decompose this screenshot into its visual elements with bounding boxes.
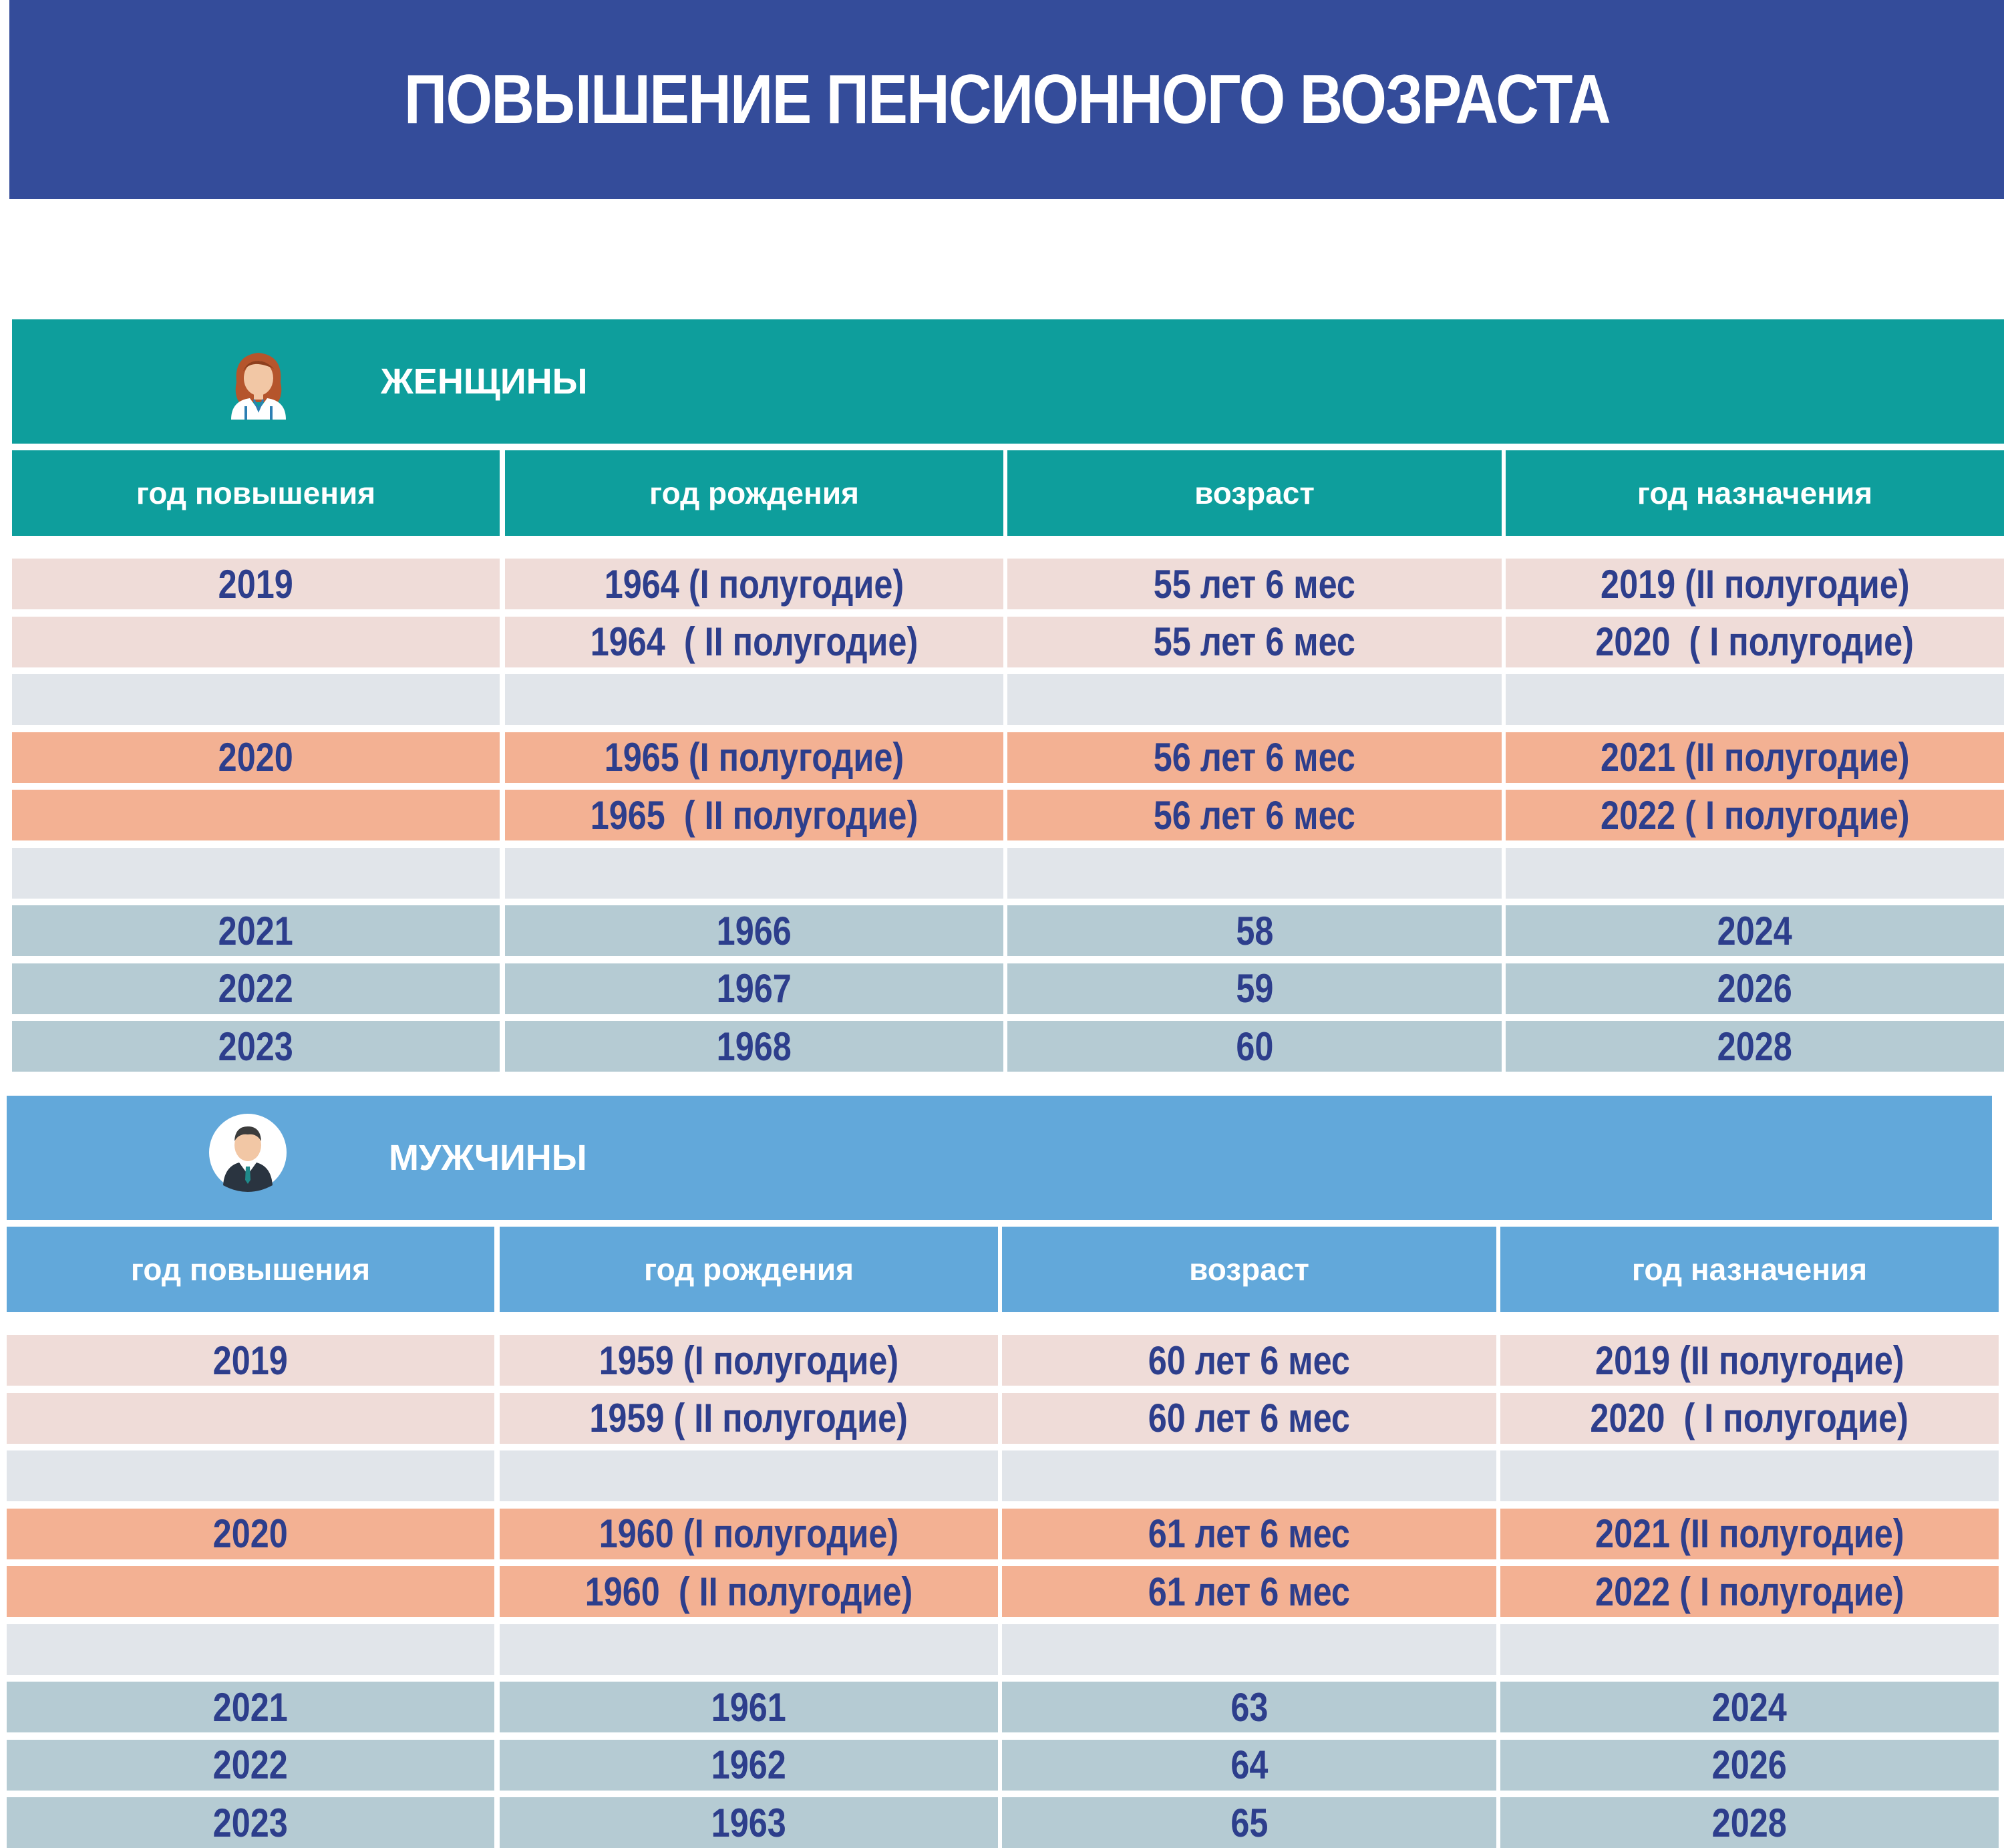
man-avatar-icon — [208, 1113, 287, 1192]
women-cell-text: 2021 — [218, 908, 294, 953]
women-table-cell — [505, 617, 1003, 667]
women-table-cell — [1007, 617, 1502, 667]
men-table-cell — [500, 1566, 998, 1617]
men-cell-text: 2020 ( I полугодие) — [1590, 1396, 1909, 1440]
women-column-header: год рождения — [505, 450, 1003, 536]
women-table-cell — [505, 674, 1003, 725]
women-table-cell — [1506, 905, 2004, 956]
women-cell-text: 1964 (I полугодие) — [604, 561, 904, 607]
men-cell-text: 2021 — [212, 1684, 289, 1730]
men-cell-text: 1959 (I полугодие) — [599, 1338, 899, 1383]
men-table-cell — [1002, 1682, 1496, 1732]
men-table-cell — [7, 1335, 494, 1386]
men-table-cell — [500, 1682, 998, 1732]
women-cell-text: 1968 — [716, 1024, 792, 1069]
women-table-cell — [1007, 790, 1502, 840]
women-table-cell — [12, 848, 500, 899]
women-table-cell — [1007, 1021, 1502, 1072]
women-table-cell — [1007, 674, 1502, 725]
men-cell-text: 63 — [1230, 1684, 1269, 1730]
men-cell-text: 2028 — [1711, 1800, 1788, 1845]
women-cell-text: 2019 (II полугодие) — [1600, 561, 1910, 607]
women-table-cell — [1007, 559, 1502, 609]
men-table-cell — [7, 1509, 494, 1559]
men-table-cell — [1002, 1393, 1496, 1444]
women-section — [12, 319, 2004, 1081]
women-table-cell — [12, 617, 500, 667]
women-table-cell — [1506, 732, 2004, 783]
men-cell-text: 61 лет 6 мес — [1148, 1569, 1351, 1614]
men-column-header: возраст — [1002, 1227, 1496, 1312]
women-cell-text: 2022 — [218, 966, 294, 1011]
men-table-cell — [1500, 1450, 1999, 1501]
woman-avatar-icon — [219, 341, 298, 420]
women-table-cell — [12, 732, 500, 783]
women-cell-text: 56 лет 6 мес — [1153, 792, 1356, 838]
women-cell-text: 2023 — [218, 1024, 294, 1069]
men-table-cell — [1500, 1682, 1999, 1732]
men-cell-text: 61 лет 6 мес — [1148, 1511, 1351, 1556]
men-column-header: год рождения — [500, 1227, 998, 1312]
men-cell-text: 2022 ( I полугодие) — [1595, 1569, 1904, 1614]
women-table-cell — [1506, 790, 2004, 840]
women-table-cell — [505, 963, 1003, 1014]
women-table-cell — [1506, 674, 2004, 725]
men-table-cell — [500, 1624, 998, 1675]
men-table-cell — [1500, 1797, 1999, 1848]
women-cell-text: 59 — [1235, 966, 1274, 1011]
men-cell-text: 60 лет 6 мес — [1148, 1396, 1351, 1440]
men-table-cell — [7, 1450, 494, 1501]
women-cell-text: 1965 ( II полугодие) — [590, 792, 918, 838]
title-banner — [9, 0, 2004, 199]
men-table-cell — [500, 1797, 998, 1848]
men-table-cell — [1002, 1566, 1496, 1617]
women-table-cell — [1506, 1021, 2004, 1072]
men-header — [7, 1096, 1992, 1220]
men-table-cell — [1002, 1740, 1496, 1791]
women-cell-text: 58 — [1235, 908, 1274, 953]
men-cell-text: 60 лет 6 мес — [1148, 1338, 1351, 1383]
women-cell-text: 2020 — [218, 735, 294, 780]
women-column-header: возраст — [1007, 450, 1502, 536]
men-table-cell — [500, 1335, 998, 1386]
men-cell-text: 65 — [1230, 1800, 1269, 1845]
men-section — [7, 1096, 1992, 1843]
men-table-cell — [1500, 1624, 1999, 1675]
men-cell-text: 1963 — [711, 1800, 787, 1845]
men-cell-text: 2019 — [212, 1338, 289, 1383]
men-cell-text: 1962 — [711, 1742, 787, 1787]
women-table-cell — [1007, 848, 1502, 899]
women-table-cell — [505, 559, 1003, 609]
men-table-cell — [500, 1450, 998, 1501]
women-cell-text: 60 — [1235, 1024, 1274, 1069]
men-column-header: год назначения — [1500, 1227, 1999, 1312]
men-table-cell — [1002, 1509, 1496, 1559]
men-cell-text: 2023 — [212, 1800, 289, 1845]
women-header — [12, 319, 2004, 444]
women-table-cell — [505, 790, 1003, 840]
women-table-cell — [1506, 963, 2004, 1014]
men-table-cell — [1500, 1335, 1999, 1386]
men-table-cell — [1500, 1566, 1999, 1617]
men-cell-text: 2022 — [212, 1742, 289, 1787]
women-table-cell — [1506, 617, 2004, 667]
men-table-cell — [1002, 1797, 1496, 1848]
women-column-header: год повышения — [12, 450, 500, 536]
women-table-cell — [12, 559, 500, 609]
men-table-cell — [1002, 1450, 1496, 1501]
men-cell-text: 1959 ( II полугодие) — [589, 1396, 908, 1440]
women-table-cell — [12, 963, 500, 1014]
page-title: ПОВЫШЕНИЕ ПЕНСИОННОГО ВОЗРАСТА — [403, 60, 1610, 138]
men-table-cell — [500, 1740, 998, 1791]
women-table-cell — [1007, 905, 1502, 956]
women-cell-text: 1965 (I полугодие) — [604, 735, 904, 780]
men-table-cell — [500, 1393, 998, 1444]
men-cell-text: 2019 (II полугодие) — [1595, 1338, 1904, 1383]
men-table-cell — [7, 1624, 494, 1675]
men-table-cell — [7, 1740, 494, 1791]
women-table-cell — [1007, 963, 1502, 1014]
men-table-cell — [500, 1509, 998, 1559]
men-table-cell — [7, 1682, 494, 1732]
men-table-cell — [7, 1393, 494, 1444]
women-table-cell — [505, 1021, 1003, 1072]
men-table-cell — [1002, 1624, 1496, 1675]
women-cell-text: 2020 ( I полугодие) — [1595, 619, 1914, 664]
women-cell-text: 1967 — [716, 966, 792, 1011]
men-cell-text: 1960 ( II полугодие) — [584, 1569, 913, 1614]
women-table-cell — [12, 790, 500, 840]
women-table-cell — [12, 905, 500, 956]
men-table-cell — [1500, 1509, 1999, 1559]
women-cell-text: 2019 — [218, 561, 294, 607]
women-cell-text: 2024 — [1717, 908, 1793, 953]
women-table-cell — [12, 674, 500, 725]
men-table-cell — [1002, 1335, 1496, 1386]
men-cell-text: 2024 — [1711, 1684, 1788, 1730]
women-table-cell — [1007, 732, 1502, 783]
women-cell-text: 2022 ( I полугодие) — [1600, 792, 1910, 838]
men-table-cell — [1500, 1740, 1999, 1791]
men-title: МУЖЧИНЫ — [389, 1138, 587, 1178]
women-table-cell — [12, 1021, 500, 1072]
men-cell-text: 1961 — [711, 1684, 787, 1730]
women-cell-text: 55 лет 6 мес — [1153, 619, 1356, 664]
men-table-cell — [1500, 1393, 1999, 1444]
women-column-header: год назначения — [1506, 450, 2004, 536]
women-table-cell — [1506, 848, 2004, 899]
women-cell-text: 2026 — [1717, 966, 1793, 1011]
women-title: ЖЕНЩИНЫ — [381, 361, 588, 402]
women-table-cell — [1506, 559, 2004, 609]
men-cell-text: 2020 — [212, 1511, 289, 1556]
men-column-header: год повышения — [7, 1227, 494, 1312]
women-table-cell — [505, 848, 1003, 899]
men-cell-text: 1960 (I полугодие) — [599, 1511, 899, 1556]
women-cell-text: 1964 ( II полугодие) — [590, 619, 918, 664]
men-cell-text: 2026 — [1711, 1742, 1788, 1787]
men-table-cell — [7, 1797, 494, 1848]
women-table-cell — [505, 905, 1003, 956]
women-cell-text: 2028 — [1717, 1024, 1793, 1069]
men-table-cell — [7, 1566, 494, 1617]
women-cell-text: 2021 (II полугодие) — [1600, 735, 1910, 780]
men-cell-text: 2021 (II полугодие) — [1595, 1511, 1904, 1556]
men-cell-text: 64 — [1230, 1742, 1269, 1787]
women-cell-text: 56 лет 6 мес — [1153, 735, 1356, 780]
women-cell-text: 1966 — [716, 908, 792, 953]
women-table-cell — [505, 732, 1003, 783]
women-cell-text: 55 лет 6 мес — [1153, 561, 1356, 607]
